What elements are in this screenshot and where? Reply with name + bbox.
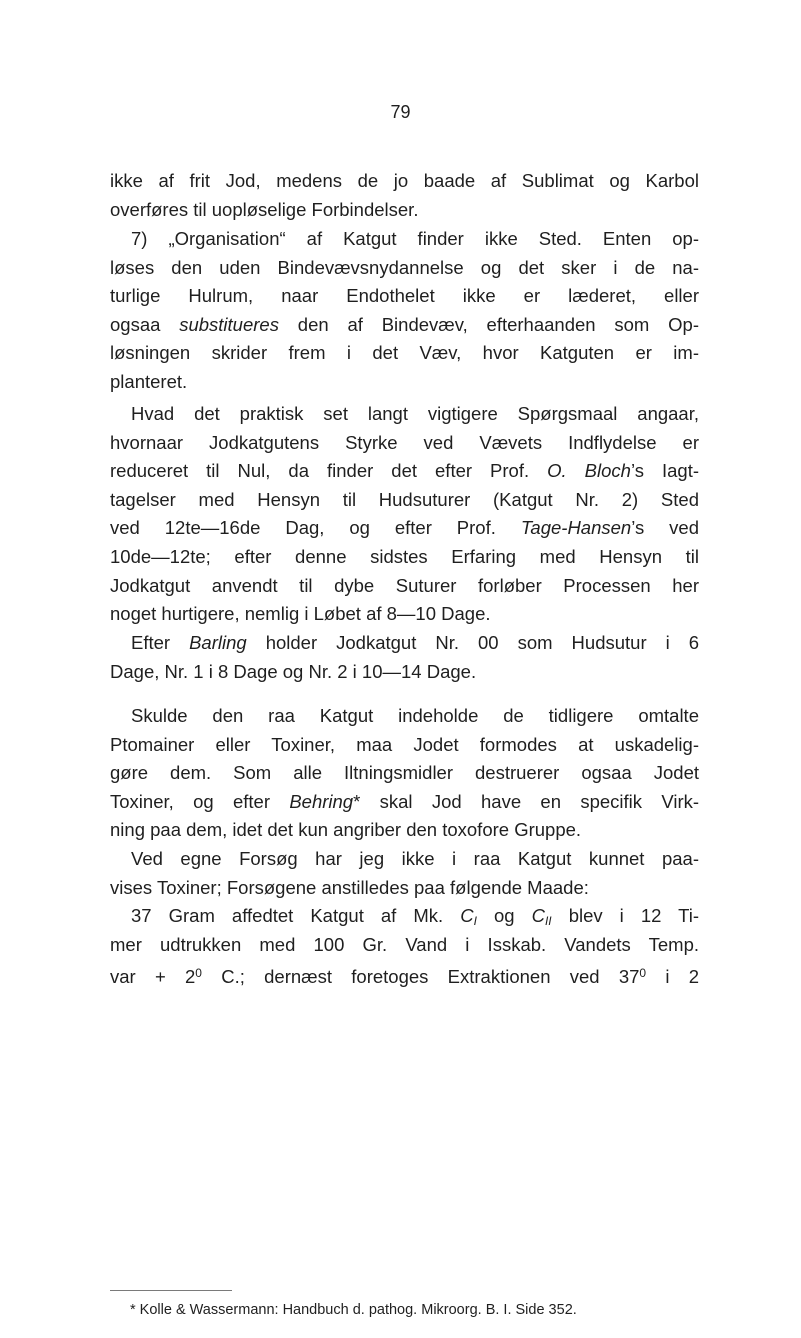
subscript: II [544, 914, 552, 928]
text-line: løsningen skrider frem i det Væv, hvor Katguten er im- [110, 342, 699, 364]
author-name: Barling [189, 632, 247, 653]
paragraph-3 [110, 400, 699, 629]
text-line: ning paa dem, idet det kun angriber den toxofore Gruppe. [110, 819, 582, 841]
text-line: turlige Hulrum, naar Endothelet ikke er læderet, eller [110, 285, 699, 307]
text-line: gøre dem. Som alle Iltningsmidler destruerer ogsaa Jodet [110, 762, 699, 784]
text-span: reduceret til Nul, da finder det efter Prof. [110, 460, 530, 482]
page-number: 79 [390, 102, 411, 122]
text-line: løses den uden Bindevævsnydannelse og det sker i de na- [110, 256, 699, 278]
italic-term: substitueres [179, 313, 279, 335]
text-line [110, 629, 699, 658]
text-line [110, 311, 699, 340]
text-line: Ptomainer eller Toxiner, maa Jodet formodes at uskadelig- [110, 733, 699, 755]
text-span: C [460, 905, 474, 926]
text-span: den af Bindevæv, efterhaanden som Op- [297, 313, 699, 335]
text-span: ’s ved [631, 517, 700, 539]
text-span: 37 Gram affedtet Katgut af Mk. [131, 905, 444, 926]
text-line: overføres til uopløselige Forbindelser. [110, 198, 419, 220]
text-line: ikke af frit Jod, medens de jo baade af Sublimat og Karbol [110, 170, 699, 191]
text-span: C [531, 905, 545, 926]
text-line: tagelser med Hensyn til Hudsuturer (Katgut Nr. 2) Sted [110, 488, 699, 510]
text-span: holder Jodkatgut Nr. 00 som Hudsutur i 6 [265, 632, 700, 653]
text-line: Ved egne Forsøg har jeg ikke i raa Katgut kunnet paa- [131, 848, 699, 869]
text-span: og [493, 905, 515, 926]
text-line: Skulde den raa Katgut indeholde de tidligere omtalte [131, 705, 699, 726]
text-line [110, 902, 699, 931]
text-line [110, 959, 699, 988]
paragraph-2 [110, 225, 699, 397]
paragraph-1 [110, 167, 699, 224]
text-line: 10de—12te; efter denne sidstes Erfaring med Hensyn til [110, 545, 699, 567]
paragraph-4 [110, 629, 699, 686]
text-line: noget hurtigere, nemlig i Løbet af 8—10 Dage. [110, 603, 491, 625]
text-line: Jodkatgut anvendt til dybe Suturer forløber Processen her [110, 574, 699, 596]
text-span: blev i 12 Ti- [568, 905, 699, 926]
text-line: Dage, Nr. 1 i 8 Dage og Nr. 2 i 10—14 Dage. [110, 660, 477, 682]
paragraph-6 [110, 845, 699, 902]
footnote: * Kolle & Wassermann: Handbuch d. pathog. Mikroorg. B. I. Side 352. [130, 1302, 577, 1318]
degree-mark: 0 [195, 966, 202, 981]
text-line [110, 457, 699, 486]
text-line: Hvad det praktisk set langt vigtigere Spørgsmaal angaar, [131, 403, 699, 424]
text-line: planteret. [110, 370, 188, 392]
text-line: vises Toxiner; Forsøgene anstilledes paa følgende Maade: [110, 876, 589, 898]
text-span: ’s Iagt- [630, 460, 700, 482]
text-line [110, 514, 699, 543]
subscript: I [473, 914, 477, 928]
text-line: mer udtrukken med 100 Gr. Vand i Isskab. Vandets Temp. [110, 933, 699, 955]
text-span: Toxiner, og efter [110, 790, 270, 812]
text-span: ved 12te—16de Dag, og efter Prof. [110, 517, 496, 539]
grade-label [460, 905, 477, 926]
text-span: C.; dernæst foretoges Extraktionen ved 37 [221, 966, 640, 988]
text-span: Efter [131, 632, 171, 653]
text-span: ogsaa [110, 313, 161, 335]
footnote-divider [110, 1290, 232, 1291]
grade-label [532, 905, 552, 926]
text-span: skal Jod have en specifik Virk- [379, 790, 700, 812]
text-line: hvornaar Jodkatgutens Styrke ved Vævets Indflydelse er [110, 431, 699, 453]
text-span: i 2 [665, 966, 700, 988]
text-line [110, 788, 699, 817]
text-span: var + 2 [110, 966, 196, 988]
footnote-marker: * [353, 790, 361, 812]
degree-mark: 0 [639, 966, 647, 981]
paragraph-5 [110, 702, 699, 845]
text-line: 7) „Organisation“ af Katgut finder ikke Sted. Enten op- [131, 228, 699, 249]
paragraph-7 [110, 902, 699, 988]
author-name: Behring [289, 790, 354, 812]
author-name: Tage-Hansen [520, 517, 632, 539]
author-name: O. Bloch [547, 460, 631, 482]
